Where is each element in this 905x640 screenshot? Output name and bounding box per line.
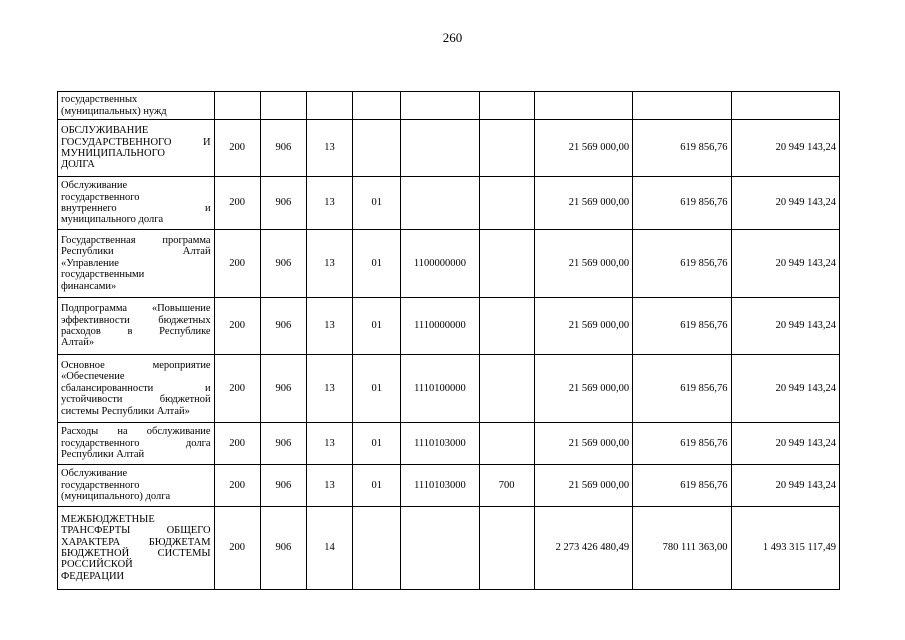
expense-name-line: МЕЖБЮДЖЕТНЫЕ xyxy=(61,513,155,525)
cell-section: 14 xyxy=(306,507,352,590)
expense-name-line: Республики Алтай xyxy=(61,449,145,461)
cell-grbs-code: 906 xyxy=(260,230,306,298)
cell-subsection: 01 xyxy=(353,177,401,230)
cell-subsection: 01 xyxy=(353,423,401,465)
cell-admin-code: 200 xyxy=(214,177,260,230)
expense-name-line: «Обеспечение xyxy=(61,371,125,383)
expense-name-line: ФЕДЕРАЦИИ xyxy=(61,570,125,582)
cell-target-article: 1110100000 xyxy=(401,355,479,423)
cell-subsection: 01 xyxy=(353,298,401,355)
table-row xyxy=(58,507,840,590)
cell-section: 13 xyxy=(306,298,352,355)
cell-target-article: 1100000000 xyxy=(401,230,479,298)
cell-admin-code: 200 xyxy=(214,298,260,355)
cell-expense-name xyxy=(58,92,215,120)
table-row xyxy=(58,465,840,507)
expense-name-line: (муниципального) долга xyxy=(61,491,171,503)
cell-target-article xyxy=(401,507,479,590)
cell-section: 13 xyxy=(306,465,352,507)
cell-executed-amount: 619 856,76 xyxy=(633,423,731,465)
expense-name-line: государственного xyxy=(61,479,140,491)
table-row xyxy=(58,423,840,465)
cell-grbs-code: 906 xyxy=(260,465,306,507)
cell-expense-name xyxy=(58,230,215,298)
cell-grbs-code: 906 xyxy=(260,298,306,355)
cell-plan-amount: 21 569 000,00 xyxy=(534,423,632,465)
cell-expense-name xyxy=(58,423,215,465)
expense-name-line: Расходы на обслуживание xyxy=(61,426,211,438)
cell-remaining-amount: 20 949 143,24 xyxy=(731,120,839,177)
cell-admin-code: 200 xyxy=(214,355,260,423)
expense-name-line: муниципального долга xyxy=(61,214,164,226)
cell-expense-type: 700 xyxy=(479,465,534,507)
expense-name-line: государственных xyxy=(61,94,138,106)
cell-grbs-code: 906 xyxy=(260,120,306,177)
cell-subsection xyxy=(353,120,401,177)
table-row xyxy=(58,298,840,355)
expense-name-line: Основное мероприятие xyxy=(61,359,211,371)
cell-plan-amount: 21 569 000,00 xyxy=(534,298,632,355)
cell-expense-name xyxy=(58,177,215,230)
cell-remaining-amount: 20 949 143,24 xyxy=(731,230,839,298)
cell-executed-amount: 619 856,76 xyxy=(633,298,731,355)
cell-expense-type xyxy=(479,230,534,298)
cell-admin-code: 200 xyxy=(214,120,260,177)
expense-name-line: ДОЛГА xyxy=(61,159,95,171)
table-row xyxy=(58,355,840,423)
expense-name-line: устойчивости бюджетной xyxy=(61,394,211,406)
expense-name-line: Обслуживание xyxy=(61,180,128,192)
cell-remaining-amount: 20 949 143,24 xyxy=(731,423,839,465)
cell-grbs-code: 906 xyxy=(260,355,306,423)
expense-name-line: БЮДЖЕТНОЙ СИСТЕМЫ xyxy=(61,548,211,559)
cell-grbs-code xyxy=(260,92,306,120)
cell-plan-amount xyxy=(534,92,632,120)
expense-name-line: МУНИЦИПАЛЬНОГО xyxy=(61,148,165,159)
expense-name-line: ТРАНСФЕРТЫ ОБЩЕГО xyxy=(61,525,211,537)
cell-target-article: 1110103000 xyxy=(401,423,479,465)
cell-expense-name xyxy=(58,507,215,590)
cell-executed-amount xyxy=(633,92,731,120)
expense-name-line: сбалансированности и xyxy=(61,382,211,394)
table-row xyxy=(58,120,840,177)
cell-plan-amount: 21 569 000,00 xyxy=(534,120,632,177)
expense-name-line: расходов в Республике xyxy=(61,326,211,337)
cell-section: 13 xyxy=(306,230,352,298)
cell-expense-type xyxy=(479,355,534,423)
expense-name-line: РОССИЙСКОЙ xyxy=(61,559,133,571)
cell-admin-code: 200 xyxy=(214,423,260,465)
cell-expense-type xyxy=(479,507,534,590)
cell-admin-code: 200 xyxy=(214,507,260,590)
expense-name-line: государственного долга xyxy=(61,437,211,449)
cell-grbs-code: 906 xyxy=(260,177,306,230)
cell-plan-amount: 21 569 000,00 xyxy=(534,355,632,423)
cell-executed-amount: 619 856,76 xyxy=(633,177,731,230)
cell-section xyxy=(306,92,352,120)
cell-expense-name xyxy=(58,298,215,355)
cell-expense-type xyxy=(479,92,534,120)
cell-expense-name xyxy=(58,465,215,507)
cell-executed-amount: 619 856,76 xyxy=(633,355,731,423)
cell-remaining-amount: 20 949 143,24 xyxy=(731,355,839,423)
expense-name-line: финансами» xyxy=(61,280,117,292)
cell-grbs-code: 906 xyxy=(260,507,306,590)
expense-name-line: «Управление xyxy=(61,257,119,269)
budget-table xyxy=(57,91,840,590)
table-row xyxy=(58,177,840,230)
table-row xyxy=(58,230,840,298)
cell-expense-type xyxy=(479,177,534,230)
cell-plan-amount: 21 569 000,00 xyxy=(534,230,632,298)
cell-expense-name xyxy=(58,355,215,423)
cell-admin-code: 200 xyxy=(214,230,260,298)
cell-plan-amount: 21 569 000,00 xyxy=(534,177,632,230)
expense-name-line: ГОСУДАРСТВЕННОГО И xyxy=(61,136,211,148)
cell-target-article: 1110103000 xyxy=(401,465,479,507)
expense-name-line: ОБСЛУЖИВАНИЕ xyxy=(61,125,149,137)
expense-name-line: Подпрограмма «Повышение xyxy=(61,303,211,315)
cell-remaining-amount: 20 949 143,24 xyxy=(731,298,839,355)
cell-section: 13 xyxy=(306,355,352,423)
expense-name-line: системы Республики Алтай» xyxy=(61,405,190,417)
expense-name-line: Обслуживание xyxy=(61,468,128,480)
table-row xyxy=(58,92,840,120)
cell-plan-amount: 2 273 426 480,49 xyxy=(534,507,632,590)
cell-subsection xyxy=(353,507,401,590)
cell-subsection xyxy=(353,92,401,120)
cell-target-article xyxy=(401,120,479,177)
expense-name-line: Алтай» xyxy=(61,337,95,349)
cell-target-article xyxy=(401,92,479,120)
cell-subsection: 01 xyxy=(353,230,401,298)
cell-grbs-code: 906 xyxy=(260,423,306,465)
cell-remaining-amount: 20 949 143,24 xyxy=(731,465,839,507)
cell-subsection: 01 xyxy=(353,355,401,423)
cell-executed-amount: 619 856,76 xyxy=(633,230,731,298)
cell-executed-amount: 619 856,76 xyxy=(633,465,731,507)
cell-target-article: 1110000000 xyxy=(401,298,479,355)
expense-name-line: (муниципальных) нужд xyxy=(61,105,167,117)
cell-executed-amount: 780 111 363,00 xyxy=(633,507,731,590)
expense-name-line: ХАРАКТЕРА БЮДЖЕТАМ xyxy=(61,536,211,548)
cell-target-article xyxy=(401,177,479,230)
page-number: 260 xyxy=(442,30,463,45)
expense-name-line: государственными xyxy=(61,269,145,281)
cell-plan-amount: 21 569 000,00 xyxy=(534,465,632,507)
cell-remaining-amount xyxy=(731,92,839,120)
cell-subsection: 01 xyxy=(353,465,401,507)
cell-executed-amount: 619 856,76 xyxy=(633,120,731,177)
expense-name-line: Республики Алтай xyxy=(61,246,211,258)
cell-expense-type xyxy=(479,120,534,177)
expense-name-line: Государственная программа xyxy=(61,234,211,246)
cell-expense-type xyxy=(479,423,534,465)
cell-section: 13 xyxy=(306,120,352,177)
cell-section: 13 xyxy=(306,423,352,465)
cell-remaining-amount: 20 949 143,24 xyxy=(731,177,839,230)
table-body xyxy=(58,92,840,590)
cell-admin-code: 200 xyxy=(214,465,260,507)
expense-name-line: внутреннего и xyxy=(61,203,211,214)
expense-name-line: эффективности бюджетных xyxy=(61,314,211,326)
cell-expense-name xyxy=(58,120,215,177)
cell-admin-code xyxy=(214,92,260,120)
cell-section: 13 xyxy=(306,177,352,230)
cell-remaining-amount: 1 493 315 117,49 xyxy=(731,507,839,590)
expense-name-line: государственного xyxy=(61,191,140,203)
cell-expense-type xyxy=(479,298,534,355)
